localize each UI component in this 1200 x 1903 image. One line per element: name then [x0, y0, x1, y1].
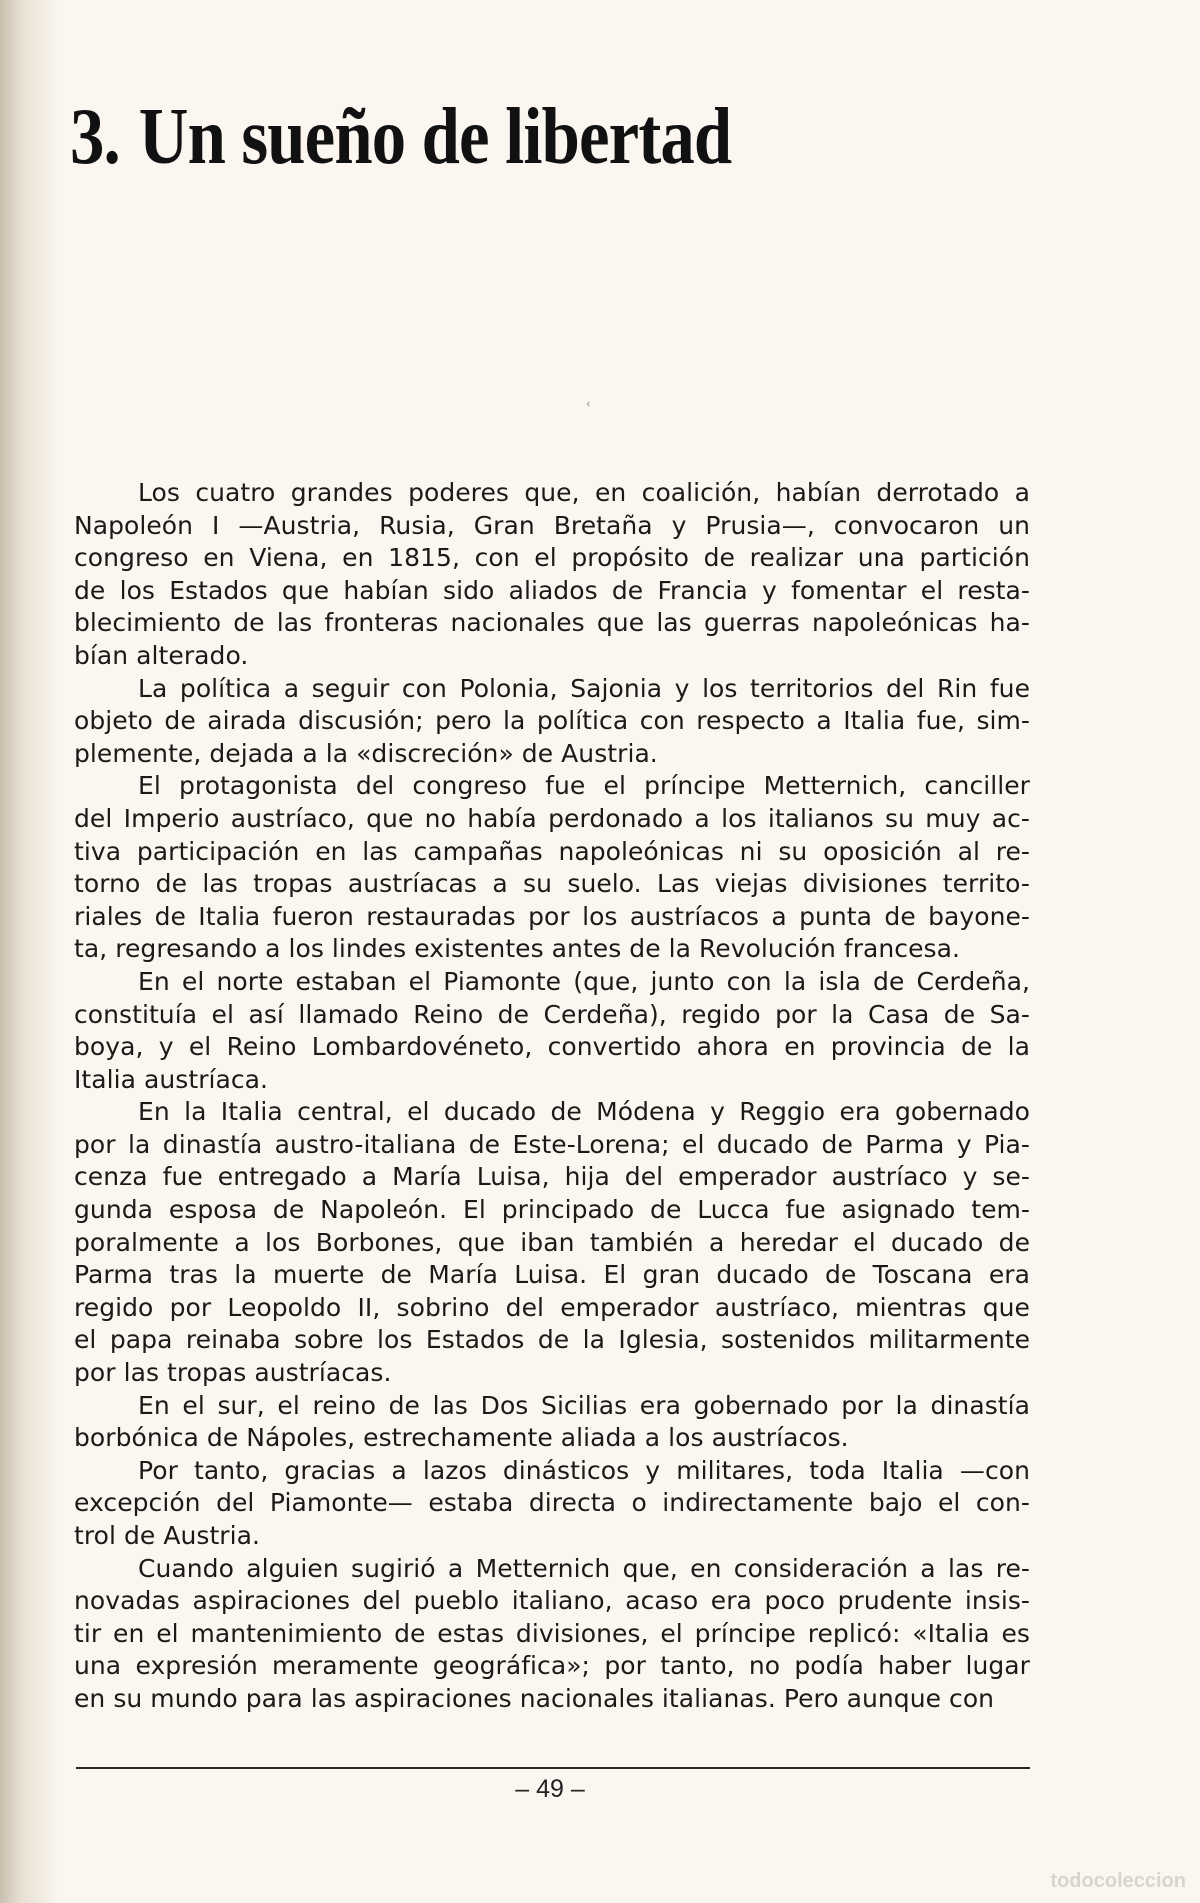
text-line: novadas aspiraciones del pueblo italiano, acaso era poco prudente insis- — [74, 1586, 1030, 1616]
text-line: por las tropas austríacas. — [74, 1358, 392, 1388]
stray-ink-mark: ‹ — [586, 396, 591, 411]
text-line: en su mundo para las aspiraciones nacionales italianas. Pero aunque con — [74, 1683, 995, 1713]
text-line: blecimiento de las fronteras nacionales que las guerras napoleónicas ha- — [74, 608, 1030, 638]
page-number: – 49 – — [515, 1775, 585, 1803]
body-text — [74, 477, 1030, 1716]
text-line: plemente, dejada a la «discreción» de Austria. — [74, 738, 658, 768]
text-line: En la Italia central, el ducado de Módena y Reggio era gobernado — [138, 1097, 1030, 1127]
watermark: todocoleccion — [1050, 1870, 1186, 1892]
text-line: tiva participación en las campañas napoleónicas ni su oposición al re- — [74, 836, 1030, 866]
text-line: el papa reinaba sobre los Estados de la Iglesia, sostenidos militarmente — [74, 1325, 1030, 1355]
text-line: En el sur, el reino de las Dos Sicilias era gobernado por la dinastía — [138, 1390, 1030, 1420]
text-line: La política a seguir con Polonia, Sajonia y los territorios del Rin fue — [138, 673, 1030, 703]
text-line: boya, y el Reino Lombardovéneto, convertido ahora en provincia de la — [74, 1032, 1030, 1062]
text-line: tir en el mantenimiento de estas divisiones, el príncipe replicó: «Italia es — [74, 1618, 1030, 1648]
paragraph — [74, 1390, 1030, 1455]
text-line: excepción del Piamonte— estaba directa o indirectamente bajo el con- — [74, 1488, 1030, 1518]
text-line: En el norte estaban el Piamonte (que, junto con la isla de Cerdeña, — [138, 966, 1030, 996]
text-line: de los Estados que habían sido aliados de Francia y fomentar el resta- — [74, 575, 1030, 605]
paragraph — [74, 477, 1030, 673]
text-line: riales de Italia fueron restauradas por los austríacos a punta de bayone- — [74, 901, 1030, 931]
footer-rule — [76, 1767, 1030, 1769]
text-line: El protagonista del congreso fue el príncipe Metternich, canciller — [138, 771, 1030, 801]
paragraph — [74, 1455, 1030, 1553]
chapter-number: 3. — [70, 93, 120, 181]
paragraph — [74, 770, 1030, 966]
text-line: objeto de airada discusión; pero la política con respecto a Italia fue, sim- — [74, 706, 1030, 736]
chapter-title — [70, 92, 731, 182]
text-line: ta, regresando a los lindes existentes antes de la Revolución francesa. — [74, 934, 960, 964]
text-line: Italia austríaca. — [74, 1064, 269, 1094]
text-line: borbónica de Nápoles, estrechamente aliada a los austríacos. — [74, 1423, 849, 1453]
chapter-title-text: Un sueño de libertad — [138, 93, 732, 181]
paragraph — [74, 966, 1030, 1096]
paragraph — [74, 673, 1030, 771]
text-line: una expresión meramente geográfica»; por tanto, no podía haber lugar — [74, 1651, 1030, 1681]
text-line: Los cuatro grandes poderes que, en coalición, habían derrotado a — [138, 478, 1030, 507]
paragraph — [74, 1096, 1030, 1389]
text-line: trol de Austria. — [74, 1521, 260, 1550]
text-line: Parma tras la muerte de María Luisa. El gran ducado de Toscana era — [74, 1260, 1030, 1290]
text-line: torno de las tropas austríacas a su suelo. Las viejas divisiones territo- — [74, 869, 1030, 899]
text-line: congreso en Viena, en 1815, con el propósito de realizar una partición — [74, 543, 1030, 573]
text-line: bían alterado. — [74, 640, 249, 670]
text-line: cenza fue entregado a María Luisa, hija del emperador austríaco y se- — [74, 1162, 1030, 1192]
text-line: por la dinastía austro-italiana de Este-Lorena; el ducado de Parma y Pia- — [74, 1129, 1030, 1159]
text-line: regido por Leopoldo II, sobrino del emperador austríaco, mientras que — [74, 1292, 1030, 1322]
text-line: Napoleón I —Austria, Rusia, Gran Bretaña y Prusia—, convocaron un — [74, 510, 1030, 540]
text-line: del Imperio austríaco, que no había perdonado a los italianos su muy ac- — [74, 803, 1030, 833]
paragraph — [74, 1553, 1030, 1716]
text-line: constituía el así llamado Reino de Cerdeña), regido por la Casa de Sa- — [74, 999, 1030, 1029]
text-line: gunda esposa de Napoleón. El principado de Lucca fue asignado tem- — [74, 1195, 1030, 1225]
page-gutter-shadow — [0, 0, 60, 1903]
text-line: Por tanto, gracias a lazos dinásticos y militares, toda Italia —con — [138, 1455, 1030, 1485]
text-line: Cuando alguien sugirió a Metternich que, en consideración a las re- — [138, 1553, 1030, 1583]
text-line: poralmente a los Borbones, que iban también a heredar el ducado de — [74, 1227, 1030, 1257]
